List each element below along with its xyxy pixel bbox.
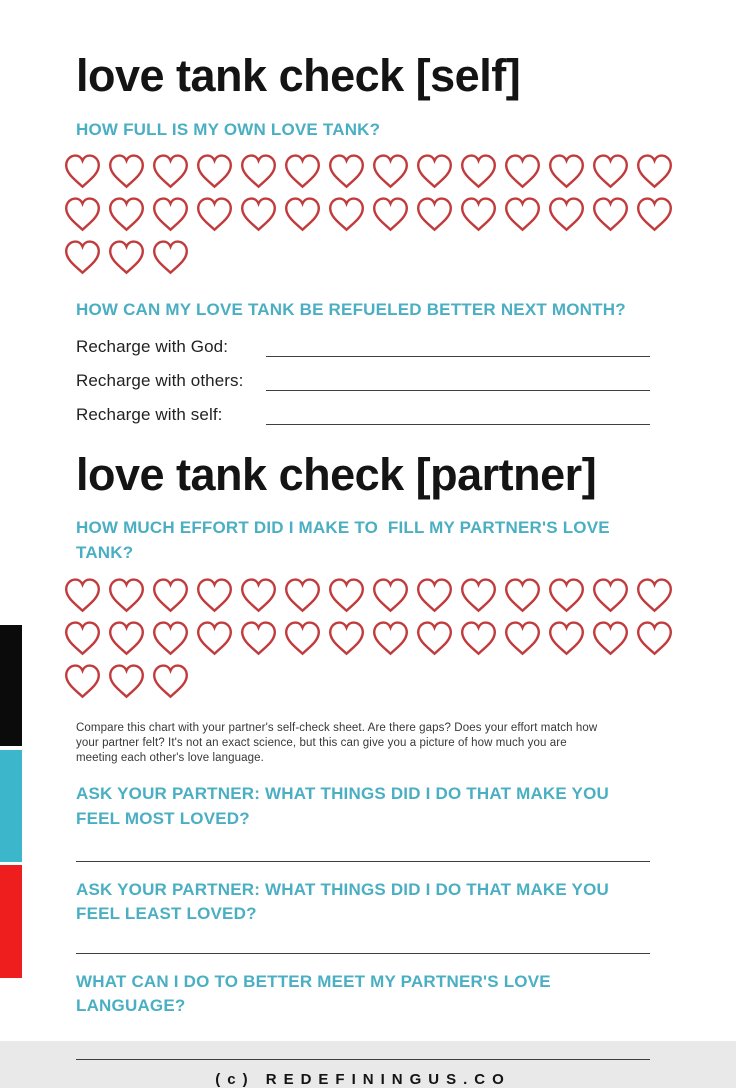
heart-icon bbox=[546, 151, 587, 191]
recharge-self-write-line bbox=[266, 402, 650, 425]
question-least-loved-label: ASK YOUR PARTNER: WHAT THINGS DID I DO THAT MAKE YOU FEEL LEAST LOVED? bbox=[76, 879, 614, 924]
heart-icon bbox=[150, 575, 191, 615]
heart-icon bbox=[634, 575, 675, 615]
heart-icon bbox=[194, 194, 235, 234]
heart-icon bbox=[282, 575, 323, 615]
self-section-title: love tank check [self] bbox=[76, 50, 521, 101]
heart-icon bbox=[106, 618, 147, 658]
heart-icon bbox=[194, 618, 235, 658]
heart-icon bbox=[150, 151, 191, 191]
compare-note: Compare this chart with your partner's self-check sheet. Are there gaps? Does your effort match how your partner felt? It's not an exact science, but this can give you a picture of how much you are meeting each other's love language. bbox=[76, 721, 598, 765]
heart-icon bbox=[370, 194, 411, 234]
heart-icon bbox=[458, 575, 499, 615]
heart-icon bbox=[326, 575, 367, 615]
copyright-credit: (c) REDEFININGUS.CO bbox=[215, 1071, 511, 1088]
hearts-row bbox=[62, 575, 650, 618]
heart-icon bbox=[150, 618, 191, 658]
heart-icon bbox=[238, 575, 279, 615]
heart-icon bbox=[546, 575, 587, 615]
heart-icon bbox=[62, 151, 103, 191]
heart-icon bbox=[370, 151, 411, 191]
self-fill-question: HOW FULL IS MY OWN LOVE TANK? bbox=[76, 119, 381, 139]
left-accent-bar-red bbox=[0, 865, 22, 978]
heart-icon bbox=[62, 575, 103, 615]
recharge-self-label: Recharge with self: bbox=[76, 404, 223, 424]
recharge-row-self bbox=[76, 401, 650, 425]
most-loved-write-line bbox=[76, 861, 650, 862]
heart-icon bbox=[106, 151, 147, 191]
question-most-loved bbox=[76, 782, 650, 861]
heart-icon bbox=[106, 194, 147, 234]
heart-icon bbox=[590, 618, 631, 658]
heart-icon bbox=[282, 151, 323, 191]
heart-icon bbox=[502, 575, 543, 615]
heart-icon bbox=[458, 194, 499, 234]
heart-icon bbox=[106, 237, 147, 277]
heart-icon bbox=[238, 151, 279, 191]
hearts-row bbox=[62, 151, 650, 194]
heart-icon bbox=[546, 618, 587, 658]
heart-icon bbox=[62, 661, 103, 701]
heart-icon bbox=[282, 194, 323, 234]
heart-icon bbox=[458, 618, 499, 658]
heart-icon bbox=[502, 618, 543, 658]
heart-icon bbox=[238, 194, 279, 234]
recharge-god-write-line bbox=[266, 334, 650, 357]
question-most-loved-label: ASK YOUR PARTNER: WHAT THINGS DID I DO THAT MAKE YOU FEEL MOST LOVED? bbox=[76, 784, 614, 828]
heart-icon bbox=[150, 661, 191, 701]
heart-icon bbox=[370, 575, 411, 615]
question-least-loved bbox=[76, 878, 650, 954]
partner-section-title: love tank check [partner] bbox=[76, 448, 597, 500]
heart-icon bbox=[502, 194, 543, 234]
partner-hearts-grid bbox=[62, 575, 650, 704]
heart-icon bbox=[282, 618, 323, 658]
heart-icon bbox=[634, 151, 675, 191]
heart-icon bbox=[106, 661, 147, 701]
question-love-language-label: WHAT CAN I DO TO BETTER MEET MY PARTNER'S LOVE LANGUAGE? bbox=[76, 971, 556, 1016]
heart-icon bbox=[326, 194, 367, 234]
hearts-row bbox=[62, 661, 650, 704]
question-love-language bbox=[76, 970, 650, 1060]
heart-icon bbox=[590, 194, 631, 234]
heart-icon bbox=[634, 618, 675, 658]
heart-icon bbox=[590, 151, 631, 191]
least-loved-write-line bbox=[76, 953, 650, 954]
partner-effort-question: HOW MUCH EFFORT DID I MAKE TO FILL MY PARTNER'S LOVE TANK? bbox=[76, 518, 615, 563]
heart-icon bbox=[194, 575, 235, 615]
recharge-row-god bbox=[76, 333, 650, 357]
heart-icon bbox=[414, 194, 455, 234]
heart-icon bbox=[194, 151, 235, 191]
recharge-god-label: Recharge with God: bbox=[76, 336, 229, 356]
left-accent-bar-teal bbox=[0, 750, 22, 862]
hearts-row bbox=[62, 194, 650, 237]
heart-icon bbox=[634, 194, 675, 234]
left-accent-bar-black bbox=[0, 625, 22, 746]
recharge-row-others bbox=[76, 367, 650, 391]
self-hearts-grid bbox=[62, 151, 650, 280]
heart-icon bbox=[414, 618, 455, 658]
self-refuel-question: HOW CAN MY LOVE TANK BE REFUELED BETTER NEXT MONTH? bbox=[76, 300, 626, 320]
heart-icon bbox=[326, 151, 367, 191]
heart-icon bbox=[590, 575, 631, 615]
heart-icon bbox=[502, 151, 543, 191]
heart-icon bbox=[414, 575, 455, 615]
heart-icon bbox=[150, 194, 191, 234]
recharge-others-label: Recharge with others: bbox=[76, 370, 244, 390]
heart-icon bbox=[326, 618, 367, 658]
heart-icon bbox=[62, 194, 103, 234]
worksheet-content bbox=[76, 0, 650, 1088]
heart-icon bbox=[370, 618, 411, 658]
heart-icon bbox=[150, 237, 191, 277]
heart-icon bbox=[238, 618, 279, 658]
heart-icon bbox=[546, 194, 587, 234]
heart-icon bbox=[62, 618, 103, 658]
hearts-row bbox=[62, 618, 650, 661]
recharge-fields bbox=[76, 333, 650, 425]
heart-icon bbox=[414, 151, 455, 191]
recharge-others-write-line bbox=[266, 368, 650, 391]
heart-icon bbox=[458, 151, 499, 191]
hearts-row bbox=[62, 237, 650, 280]
love-language-write-line bbox=[76, 1059, 650, 1060]
heart-icon bbox=[106, 575, 147, 615]
heart-icon bbox=[62, 237, 103, 277]
